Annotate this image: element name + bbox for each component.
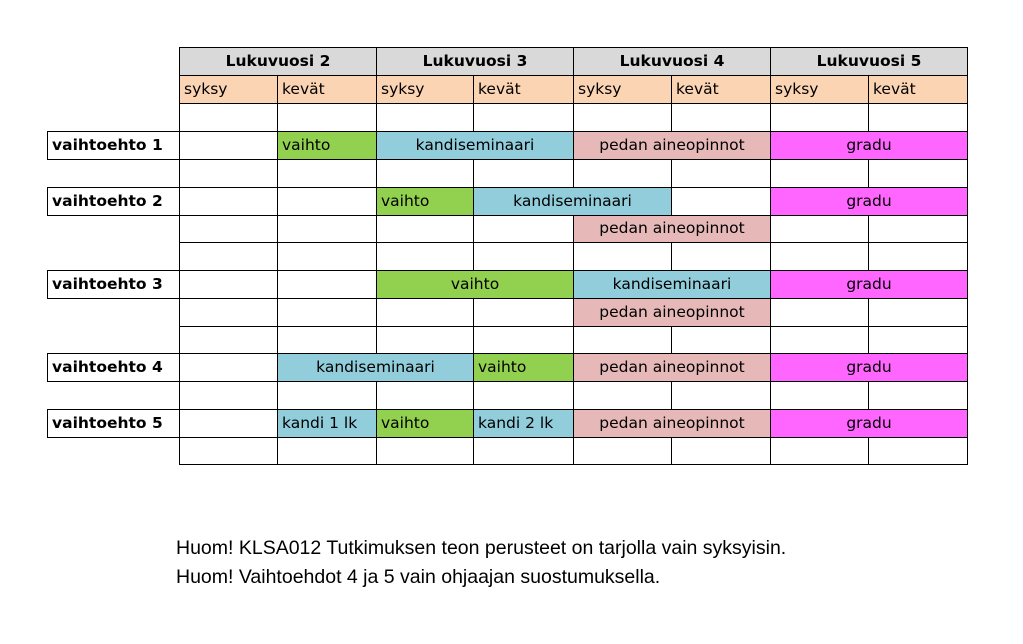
- gradu-block: gradu: [770, 353, 968, 382]
- empty-cell: [573, 242, 672, 271]
- empty-cell: [376, 242, 474, 271]
- empty-cell: [573, 437, 672, 465]
- semester-header: kevät: [868, 75, 968, 104]
- pedan-block: pedan aineopinnot: [573, 298, 771, 327]
- empty-cell: [473, 381, 574, 410]
- kandi-block: kandi 1 lk: [277, 409, 377, 438]
- empty-cell: [770, 103, 869, 132]
- vaihto-block: vaihto: [376, 409, 474, 438]
- empty-cell: [868, 242, 968, 271]
- empty-cell: [671, 103, 771, 132]
- gradu-block: gradu: [770, 409, 968, 438]
- year-header: Lukuvuosi 3: [376, 47, 574, 76]
- gradu-block: gradu: [770, 270, 968, 299]
- semester-header: kevät: [277, 75, 377, 104]
- semester-header: syksy: [573, 75, 672, 104]
- empty-cell: [671, 242, 771, 271]
- empty-cell: [473, 242, 574, 271]
- empty-cell: [770, 159, 869, 188]
- empty-cell: [868, 298, 968, 327]
- empty-cell: [671, 381, 771, 410]
- empty-cell: [770, 326, 869, 354]
- year-header: Lukuvuosi 2: [179, 47, 377, 76]
- empty-cell: [277, 298, 377, 327]
- semester-header: kevät: [473, 75, 574, 104]
- semester-header: kevät: [671, 75, 771, 104]
- empty-cell: [277, 215, 377, 243]
- empty-cell: [277, 326, 377, 354]
- empty-cell: [179, 131, 278, 160]
- semester-header: syksy: [376, 75, 474, 104]
- vaihto-block: vaihto: [277, 131, 377, 160]
- kandi-block: kandiseminaari: [277, 353, 474, 382]
- empty-cell: [376, 159, 474, 188]
- empty-cell: [770, 381, 869, 410]
- option-label: vaihtoehto 4: [47, 353, 180, 382]
- empty-cell: [671, 187, 771, 216]
- vaihto-block: vaihto: [376, 187, 474, 216]
- empty-cell: [376, 215, 474, 243]
- empty-cell: [473, 298, 574, 327]
- empty-cell: [179, 326, 278, 354]
- empty-cell: [179, 381, 278, 410]
- option-label: vaihtoehto 5: [47, 409, 180, 438]
- year-header: Lukuvuosi 5: [770, 47, 968, 76]
- empty-cell: [770, 215, 869, 243]
- empty-cell: [179, 437, 278, 465]
- empty-cell: [573, 159, 672, 188]
- kandi-block: kandiseminaari: [376, 131, 574, 160]
- empty-cell: [868, 381, 968, 410]
- empty-cell: [770, 437, 869, 465]
- empty-cell: [671, 326, 771, 354]
- option-label: vaihtoehto 3: [47, 270, 180, 299]
- empty-cell: [376, 381, 474, 410]
- empty-cell: [573, 326, 672, 354]
- pedan-block: pedan aineopinnot: [573, 353, 771, 382]
- option-label: vaihtoehto 2: [47, 187, 180, 216]
- pedan-block: pedan aineopinnot: [573, 215, 771, 243]
- empty-cell: [277, 187, 377, 216]
- empty-cell: [179, 159, 278, 188]
- empty-cell: [573, 381, 672, 410]
- gradu-block: gradu: [770, 187, 968, 216]
- empty-cell: [473, 326, 574, 354]
- empty-cell: [868, 437, 968, 465]
- empty-cell: [473, 437, 574, 465]
- empty-cell: [277, 437, 377, 465]
- empty-cell: [868, 103, 968, 132]
- kandi-block: kandi 2 lk: [473, 409, 574, 438]
- empty-cell: [868, 326, 968, 354]
- empty-cell: [179, 103, 278, 132]
- pedan-block: pedan aineopinnot: [573, 409, 771, 438]
- empty-cell: [277, 159, 377, 188]
- empty-cell: [179, 215, 278, 243]
- note-line-2: Huom! Vaihtoehdot 4 ja 5 vain ohjaajan suostumuksella.: [176, 566, 661, 588]
- note-line-1: Huom! KLSA012 Tutkimuksen teon perusteet on tarjolla vain syksyisin.: [176, 537, 787, 559]
- empty-cell: [277, 381, 377, 410]
- kandi-block: kandiseminaari: [473, 187, 672, 216]
- empty-cell: [277, 270, 377, 299]
- empty-cell: [179, 187, 278, 216]
- empty-cell: [868, 159, 968, 188]
- empty-cell: [179, 353, 278, 382]
- gradu-block: gradu: [770, 131, 968, 160]
- semester-header: syksy: [179, 75, 278, 104]
- vaihto-block: vaihto: [473, 353, 574, 382]
- empty-cell: [473, 215, 574, 243]
- empty-cell: [179, 242, 278, 271]
- option-label: vaihtoehto 1: [47, 131, 180, 160]
- vaihto-block: vaihto: [376, 270, 574, 299]
- year-header: Lukuvuosi 4: [573, 47, 771, 76]
- pedan-block: pedan aineopinnot: [573, 131, 771, 160]
- empty-cell: [376, 103, 474, 132]
- empty-cell: [473, 159, 574, 188]
- empty-cell: [671, 437, 771, 465]
- empty-cell: [770, 298, 869, 327]
- empty-cell: [770, 242, 869, 271]
- empty-cell: [868, 215, 968, 243]
- empty-cell: [179, 270, 278, 299]
- empty-cell: [671, 159, 771, 188]
- empty-cell: [473, 103, 574, 132]
- empty-cell: [277, 103, 377, 132]
- empty-cell: [376, 326, 474, 354]
- empty-cell: [179, 409, 278, 438]
- semester-header: syksy: [770, 75, 869, 104]
- empty-cell: [179, 298, 278, 327]
- empty-cell: [376, 298, 474, 327]
- kandi-block: kandiseminaari: [573, 270, 771, 299]
- empty-cell: [573, 103, 672, 132]
- empty-cell: [277, 242, 377, 271]
- empty-cell: [376, 437, 474, 465]
